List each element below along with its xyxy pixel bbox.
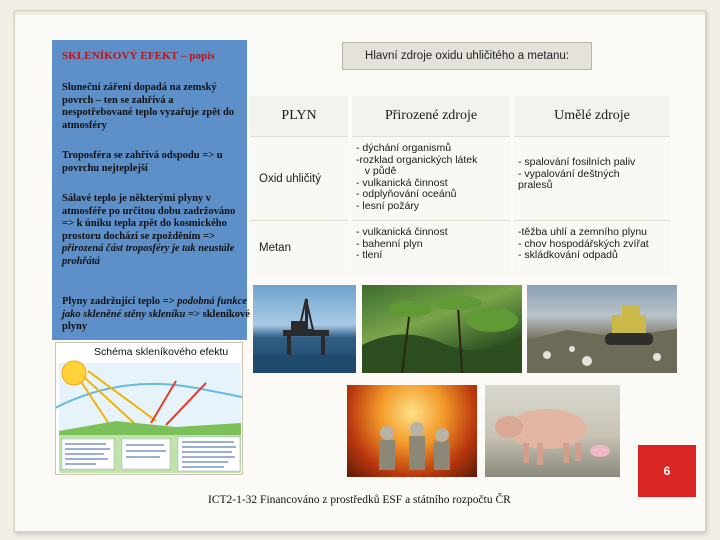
table-row <box>250 220 670 275</box>
gas-name: Oxid uhličitý <box>250 136 348 220</box>
list-item: v půdě <box>356 165 397 177</box>
paragraph-greenhouse-gases <box>62 296 252 334</box>
paragraph-radiant-heat-italic: přirozená část troposféry je tak neustále prohřátá <box>62 243 235 267</box>
diagram-title: Schéma skleníkového efektu <box>94 346 229 358</box>
list-item: - bahenní plyn <box>356 237 423 250</box>
footer-funding-note: ICT2-1-32 Financováno z prostředků ESF a státního rozpočtu ČR <box>208 494 511 506</box>
list-item: - spalování fosilních paliv <box>518 156 636 168</box>
list-item: - skládkování odpadů <box>518 249 618 261</box>
header-artificial: Umělé zdroje <box>514 96 670 136</box>
greenhouse-diagram <box>55 342 243 475</box>
diagram-graphic <box>56 343 243 475</box>
list-item: - vypalování deštných <box>518 167 620 180</box>
paragraph-gases-italic: podobná funkce jako skleněné stěny skleníku <box>62 296 247 320</box>
diagram-note-middle <box>122 439 170 469</box>
list-item: - dýchání organismů <box>356 142 452 154</box>
list-item: - vulkanická činnost <box>356 226 448 238</box>
table-row <box>250 136 670 220</box>
paragraph-troposphere: Troposféra se zahřívá odspodu => u povrchu nejteplejší <box>62 150 223 174</box>
photo-pig <box>485 385 620 477</box>
artificial-sources <box>514 220 670 275</box>
list-item: - odplyňování oceánů <box>356 188 457 200</box>
list-item: pralesů <box>518 179 553 191</box>
list-item: - chov hospodářských zvířat <box>518 237 649 250</box>
photo-firefighters <box>347 385 477 477</box>
paragraph-radiant-heat <box>62 193 244 268</box>
photo-landfill-bulldozer <box>527 285 677 373</box>
list-item: - lesní požáry <box>356 199 420 212</box>
table-header-row <box>250 96 670 136</box>
sun-icon <box>62 361 86 385</box>
list-item: - vulkanická činnost <box>356 176 448 189</box>
list-item: -těžba uhlí a zemního plynu <box>518 226 647 238</box>
paragraph-gases-tail: => skleníkové plyny <box>62 308 250 332</box>
section-title: SKLENÍKOVÝ EFEKT – popis <box>62 50 215 62</box>
paragraph-gases-lead: Plyny zadržující teplo => <box>62 296 178 307</box>
photo-oil-rig <box>253 285 356 373</box>
table-caption: Hlavní zdroje oxidu uhličitého a metanu: <box>342 42 592 70</box>
list-item: - tlení <box>356 249 383 261</box>
header-gas: PLYN <box>250 96 348 136</box>
list-item: -rozklad organických látek <box>356 153 478 166</box>
natural-sources <box>352 136 510 220</box>
gas-name: Metan <box>250 220 348 275</box>
natural-sources <box>352 220 510 275</box>
header-natural: Přirozené zdroje <box>352 96 510 136</box>
page-number-badge: 6 <box>638 445 696 497</box>
paragraph-solar-radiation: Sluneční záření dopadá na zemský povrch – ten se zahřívá a nespotřebované teplo vyzařuje zpět do atmosféry <box>62 82 235 131</box>
photo-rainforest <box>362 285 522 373</box>
paragraph-radiant-heat-main: Sálavé teplo je některými plyny v atmosféře po určitou dobu zadržováno => k úniku tepla zpět do kosmického prostoru dochází se zpožděním => <box>62 193 236 242</box>
artificial-sources <box>514 136 670 220</box>
